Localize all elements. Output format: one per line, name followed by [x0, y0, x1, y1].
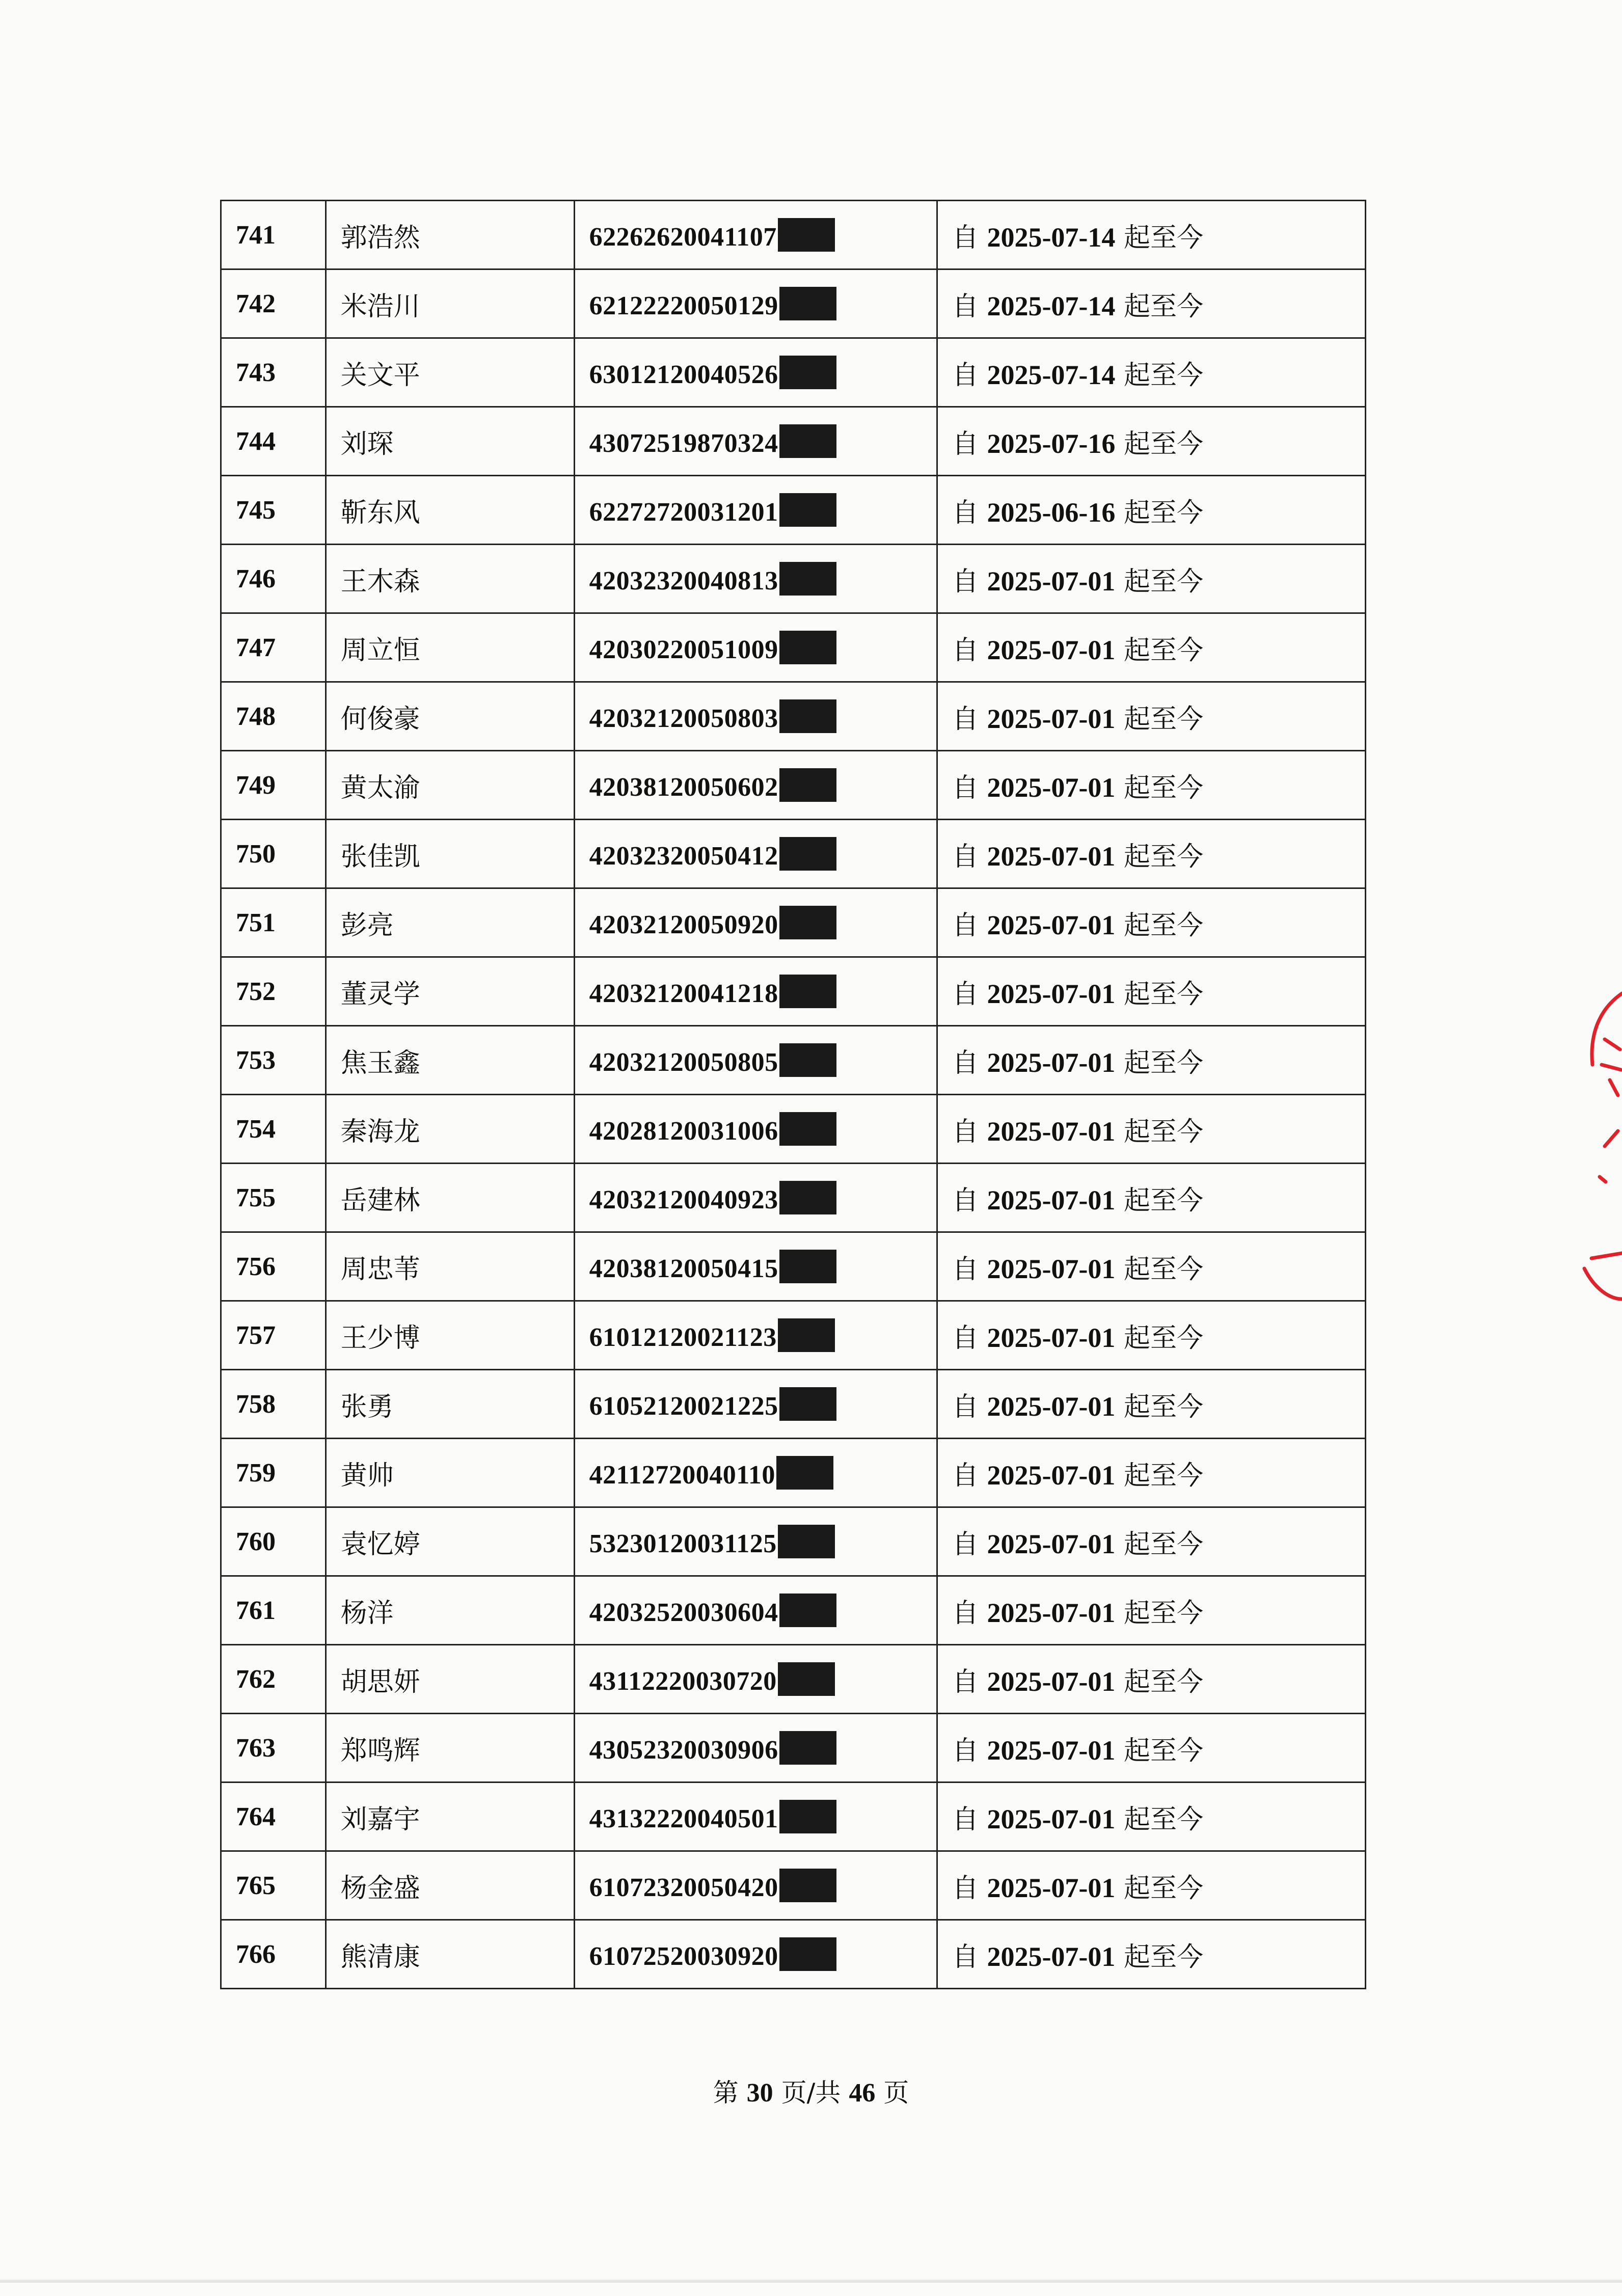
table-row: [221, 1370, 1366, 1439]
date-suffix: 起至今: [1123, 772, 1203, 803]
person-name: 袁忆婷: [326, 1507, 574, 1576]
current-page-number: 30: [746, 2078, 773, 2108]
date-suffix: 起至今: [1123, 1941, 1203, 1973]
date-prefix: 自: [952, 1116, 979, 1147]
id-number: [574, 613, 937, 682]
date-prefix: 自: [952, 291, 979, 322]
id-number-visible: 42032120041218: [589, 979, 778, 1008]
footer-middle: 页/共: [781, 2078, 841, 2108]
redaction-block: [779, 975, 836, 1008]
row-number: 764: [221, 1782, 326, 1851]
effective-date: [937, 1920, 1365, 1989]
table-row: [221, 407, 1366, 476]
date-suffix: 起至今: [1123, 1460, 1203, 1491]
red-seal-stamp: [1569, 963, 1622, 1350]
date-value: 2025-07-01: [987, 978, 1116, 1009]
date-prefix: 自: [952, 841, 979, 872]
date-prefix: 自: [952, 222, 979, 253]
date-suffix: 起至今: [1123, 704, 1203, 735]
id-number-visible: 43112220030720: [589, 1666, 777, 1696]
table-row: [221, 545, 1366, 613]
date-prefix: 自: [952, 1460, 979, 1491]
person-name: 董灵学: [326, 957, 574, 1026]
date-value: 2025-07-16: [987, 428, 1116, 459]
effective-date: [937, 1714, 1365, 1782]
roster-table: [220, 200, 1366, 1989]
person-name: 关文平: [326, 338, 574, 407]
redaction-block: [779, 631, 836, 664]
effective-date: [937, 545, 1365, 613]
date-prefix: 自: [952, 1941, 979, 1973]
table-row: [221, 338, 1366, 407]
table-row: [221, 1851, 1366, 1920]
effective-date: [937, 1645, 1365, 1714]
date-prefix: 自: [952, 497, 979, 528]
row-number: 758: [221, 1370, 326, 1439]
row-number: 756: [221, 1232, 326, 1301]
effective-date: [937, 269, 1365, 338]
redaction-block: [779, 1869, 836, 1902]
person-name: 杨洋: [326, 1576, 574, 1645]
id-number-visible: 43072519870324: [589, 428, 778, 458]
id-number-visible: 63012120040526: [589, 360, 778, 389]
date-prefix: 自: [952, 428, 979, 460]
person-name: 何俊豪: [326, 682, 574, 751]
effective-date: [937, 613, 1365, 682]
id-number: [574, 1026, 937, 1095]
id-number-visible: 42112720040110: [589, 1460, 775, 1490]
date-value: 2025-07-01: [987, 703, 1116, 734]
date-value: 2025-07-01: [987, 634, 1116, 665]
person-name: 米浩川: [326, 269, 574, 338]
person-name: 王木森: [326, 545, 574, 613]
date-prefix: 自: [952, 566, 979, 597]
id-number: [574, 1920, 937, 1989]
roster-table-body: [221, 201, 1366, 1989]
id-number: [574, 888, 937, 957]
redaction-block: [779, 1387, 836, 1421]
date-value: 2025-07-14: [987, 359, 1116, 390]
table-row: [221, 1164, 1366, 1232]
date-suffix: 起至今: [1123, 428, 1203, 460]
row-number: 748: [221, 682, 326, 751]
id-number: [574, 1164, 937, 1232]
table-row: [221, 957, 1366, 1026]
table-row: [221, 1645, 1366, 1714]
effective-date: [937, 1439, 1365, 1507]
person-name: 黄太渝: [326, 751, 574, 820]
redaction-block: [778, 1662, 835, 1696]
date-suffix: 起至今: [1123, 1047, 1203, 1078]
effective-date: [937, 407, 1365, 476]
date-prefix: 自: [952, 1804, 979, 1835]
redaction-block: [778, 1525, 835, 1558]
footer-suffix: 页: [883, 2078, 909, 2108]
date-suffix: 起至今: [1123, 1804, 1203, 1835]
date-suffix: 起至今: [1123, 1391, 1203, 1422]
id-number-visible: 43132220040501: [589, 1804, 778, 1833]
effective-date: [937, 1851, 1365, 1920]
table-row: [221, 1507, 1366, 1576]
person-name: 周忠苇: [326, 1232, 574, 1301]
person-name: 焦玉鑫: [326, 1026, 574, 1095]
date-prefix: 自: [952, 1735, 979, 1766]
person-name: 刘嘉宇: [326, 1782, 574, 1851]
person-name: 黄帅: [326, 1439, 574, 1507]
date-prefix: 自: [952, 1047, 979, 1078]
total-pages-number: 46: [849, 2078, 876, 2108]
row-number: 759: [221, 1439, 326, 1507]
date-prefix: 自: [952, 1391, 979, 1422]
id-number-visible: 42032520030604: [589, 1598, 778, 1627]
date-value: 2025-07-14: [987, 290, 1116, 321]
table-row: [221, 1439, 1366, 1507]
person-name: 胡思妍: [326, 1645, 574, 1714]
date-value: 2025-07-01: [987, 841, 1116, 872]
id-number-visible: 42030220051009: [589, 635, 778, 664]
row-number: 751: [221, 888, 326, 957]
date-value: 2025-07-01: [987, 1322, 1116, 1353]
effective-date: [937, 957, 1365, 1026]
id-number-visible: 42032120050920: [589, 910, 778, 939]
table-row: [221, 201, 1366, 269]
table-row: [221, 1232, 1366, 1301]
table-row: [221, 682, 1366, 751]
effective-date: [937, 1301, 1365, 1370]
redaction-block: [778, 218, 835, 252]
date-suffix: 起至今: [1123, 222, 1203, 253]
redaction-block: [779, 1112, 836, 1146]
date-prefix: 自: [952, 910, 979, 941]
footer-prefix: 第: [713, 2078, 739, 2108]
date-suffix: 起至今: [1123, 635, 1203, 666]
date-suffix: 起至今: [1123, 360, 1203, 391]
id-number: [574, 1782, 937, 1851]
id-number-visible: 42032120050803: [589, 704, 778, 733]
redaction-block: [779, 562, 836, 596]
date-value: 2025-07-01: [987, 1528, 1116, 1559]
seal-mark-4: [1591, 1253, 1622, 1258]
table-row: [221, 1714, 1366, 1782]
row-number: 743: [221, 338, 326, 407]
seal-arc-top: [1592, 993, 1622, 1065]
date-value: 2025-07-01: [987, 1803, 1116, 1834]
id-number: [574, 957, 937, 1026]
id-number: [574, 1851, 937, 1920]
date-value: 2025-07-01: [987, 909, 1116, 940]
row-number: 742: [221, 269, 326, 338]
id-number-visible: 53230120031125: [589, 1529, 777, 1558]
row-number: 745: [221, 476, 326, 545]
effective-date: [937, 682, 1365, 751]
date-suffix: 起至今: [1123, 566, 1203, 597]
date-suffix: 起至今: [1123, 1116, 1203, 1147]
date-suffix: 起至今: [1123, 1666, 1203, 1697]
table-row: [221, 613, 1366, 682]
table-row: [221, 1095, 1366, 1164]
date-value: 2025-06-16: [987, 497, 1116, 528]
redaction-block: [779, 1593, 836, 1627]
date-suffix: 起至今: [1123, 1185, 1203, 1216]
date-value: 2025-07-01: [987, 1460, 1116, 1491]
redaction-block: [779, 768, 836, 802]
id-number: [574, 1576, 937, 1645]
redaction-block: [779, 424, 836, 458]
effective-date: [937, 1507, 1365, 1576]
row-number: 761: [221, 1576, 326, 1645]
id-number-visible: 61072320050420: [589, 1873, 778, 1902]
redaction-block: [779, 493, 836, 527]
table-row: [221, 820, 1366, 888]
redaction-block: [776, 1456, 833, 1490]
person-name: 郭浩然: [326, 201, 574, 269]
person-name: 彭亮: [326, 888, 574, 957]
id-number: [574, 1714, 937, 1782]
id-number-visible: 61052120021225: [589, 1391, 778, 1421]
redaction-block: [779, 1937, 836, 1971]
redaction-block: [778, 1318, 835, 1352]
table-row: [221, 1026, 1366, 1095]
id-number: [574, 1645, 937, 1714]
seal-arc-bottom: [1584, 1268, 1622, 1299]
row-number: 749: [221, 751, 326, 820]
row-number: 765: [221, 1851, 326, 1920]
row-number: 747: [221, 613, 326, 682]
date-suffix: 起至今: [1123, 1598, 1203, 1629]
id-number: [574, 407, 937, 476]
date-prefix: 自: [952, 979, 979, 1010]
scan-edge: [0, 2280, 1622, 2283]
id-number: [574, 1370, 937, 1439]
id-number-visible: 42032320040813: [589, 566, 778, 596]
person-name: 刘琛: [326, 407, 574, 476]
person-name: 张佳凯: [326, 820, 574, 888]
redaction-block: [779, 287, 836, 320]
date-prefix: 自: [952, 1598, 979, 1629]
table-row: [221, 1920, 1366, 1989]
id-number-visible: 62272720031201: [589, 497, 778, 527]
id-number: [574, 338, 937, 407]
table-row: [221, 888, 1366, 957]
id-number: [574, 820, 937, 888]
row-number: 757: [221, 1301, 326, 1370]
row-number: 763: [221, 1714, 326, 1782]
effective-date: [937, 820, 1365, 888]
table-row: [221, 1576, 1366, 1645]
date-value: 2025-07-01: [987, 1735, 1116, 1766]
date-value: 2025-07-01: [987, 1116, 1116, 1147]
row-number: 760: [221, 1507, 326, 1576]
id-number: [574, 682, 937, 751]
effective-date: [937, 1782, 1365, 1851]
person-name: 熊清康: [326, 1920, 574, 1989]
date-value: 2025-07-01: [987, 1666, 1116, 1697]
date-suffix: 起至今: [1123, 1322, 1203, 1354]
effective-date: [937, 751, 1365, 820]
date-suffix: 起至今: [1123, 291, 1203, 322]
table-row: [221, 269, 1366, 338]
table-row: [221, 476, 1366, 545]
date-prefix: 自: [952, 1666, 979, 1697]
effective-date: [937, 201, 1365, 269]
seal-mark-3: [1600, 1177, 1606, 1182]
table-row: [221, 1782, 1366, 1851]
id-number: [574, 1095, 937, 1164]
effective-date: [937, 1576, 1365, 1645]
date-prefix: 自: [952, 704, 979, 735]
table-row: [221, 1301, 1366, 1370]
date-suffix: 起至今: [1123, 1873, 1203, 1904]
person-name: 岳建林: [326, 1164, 574, 1232]
effective-date: [937, 476, 1365, 545]
date-prefix: 自: [952, 1185, 979, 1216]
id-number: [574, 545, 937, 613]
effective-date: [937, 1026, 1365, 1095]
row-number: 753: [221, 1026, 326, 1095]
row-number: 741: [221, 201, 326, 269]
date-suffix: 起至今: [1123, 841, 1203, 872]
id-number-visible: 42038120050602: [589, 772, 778, 802]
row-number: 746: [221, 545, 326, 613]
row-number: 755: [221, 1164, 326, 1232]
id-number-visible: 61072520030920: [589, 1941, 778, 1971]
date-value: 2025-07-01: [987, 772, 1116, 803]
redaction-block: [779, 1250, 836, 1283]
page-number-footer: [0, 2072, 1622, 2109]
date-suffix: 起至今: [1123, 1254, 1203, 1285]
id-number: [574, 1301, 937, 1370]
date-prefix: 自: [952, 1254, 979, 1285]
seal-mark-2: [1605, 1131, 1618, 1146]
id-number: [574, 1232, 937, 1301]
date-value: 2025-07-01: [987, 1253, 1116, 1284]
date-value: 2025-07-01: [987, 1941, 1116, 1972]
redaction-block: [779, 1043, 836, 1077]
date-suffix: 起至今: [1123, 1529, 1203, 1560]
id-number-visible: 42032320050412: [589, 841, 778, 871]
person-name: 周立恒: [326, 613, 574, 682]
person-name: 王少博: [326, 1301, 574, 1370]
id-number: [574, 1439, 937, 1507]
date-prefix: 自: [952, 635, 979, 666]
redaction-block: [779, 699, 836, 733]
row-number: 750: [221, 820, 326, 888]
date-prefix: 自: [952, 1529, 979, 1560]
redaction-block: [779, 1181, 836, 1214]
id-number: [574, 476, 937, 545]
date-prefix: 自: [952, 1873, 979, 1904]
row-number: 752: [221, 957, 326, 1026]
row-number: 744: [221, 407, 326, 476]
id-number-visible: 62262620041107: [589, 222, 777, 252]
id-number-visible: 43052320030906: [589, 1735, 778, 1765]
date-suffix: 起至今: [1123, 910, 1203, 941]
date-value: 2025-07-01: [987, 1047, 1116, 1078]
table-row: [221, 751, 1366, 820]
effective-date: [937, 1232, 1365, 1301]
date-suffix: 起至今: [1123, 1735, 1203, 1766]
date-value: 2025-07-01: [987, 1872, 1116, 1903]
row-number: 766: [221, 1920, 326, 1989]
effective-date: [937, 888, 1365, 957]
person-name: 杨金盛: [326, 1851, 574, 1920]
seal-mark-1: [1602, 1039, 1621, 1095]
effective-date: [937, 1095, 1365, 1164]
date-suffix: 起至今: [1123, 979, 1203, 1010]
person-name: 靳东风: [326, 476, 574, 545]
date-value: 2025-07-14: [987, 222, 1116, 253]
id-number-visible: 62122220050129: [589, 291, 778, 320]
id-number-visible: 42032120050805: [589, 1047, 778, 1077]
date-prefix: 自: [952, 360, 979, 391]
redaction-block: [779, 1800, 836, 1833]
redaction-block: [779, 906, 836, 939]
person-name: 张勇: [326, 1370, 574, 1439]
date-value: 2025-07-01: [987, 1597, 1116, 1628]
id-number-visible: 42038120050415: [589, 1254, 778, 1283]
effective-date: [937, 338, 1365, 407]
id-number: [574, 201, 937, 269]
redaction-block: [779, 356, 836, 389]
id-number: [574, 1507, 937, 1576]
id-number-visible: 42032120040923: [589, 1185, 778, 1214]
id-number-visible: 61012120021123: [589, 1322, 777, 1352]
date-prefix: 自: [952, 1322, 979, 1354]
id-number: [574, 751, 937, 820]
effective-date: [937, 1164, 1365, 1232]
row-number: 754: [221, 1095, 326, 1164]
person-name: 郑鸣辉: [326, 1714, 574, 1782]
id-number-visible: 42028120031006: [589, 1116, 778, 1146]
date-value: 2025-07-01: [987, 1184, 1116, 1215]
redaction-block: [779, 837, 836, 871]
id-number: [574, 269, 937, 338]
date-value: 2025-07-01: [987, 1391, 1116, 1422]
redaction-block: [779, 1731, 836, 1765]
date-suffix: 起至今: [1123, 497, 1203, 528]
person-name: 秦海龙: [326, 1095, 574, 1164]
row-number: 762: [221, 1645, 326, 1714]
date-prefix: 自: [952, 772, 979, 803]
effective-date: [937, 1370, 1365, 1439]
date-value: 2025-07-01: [987, 565, 1116, 597]
